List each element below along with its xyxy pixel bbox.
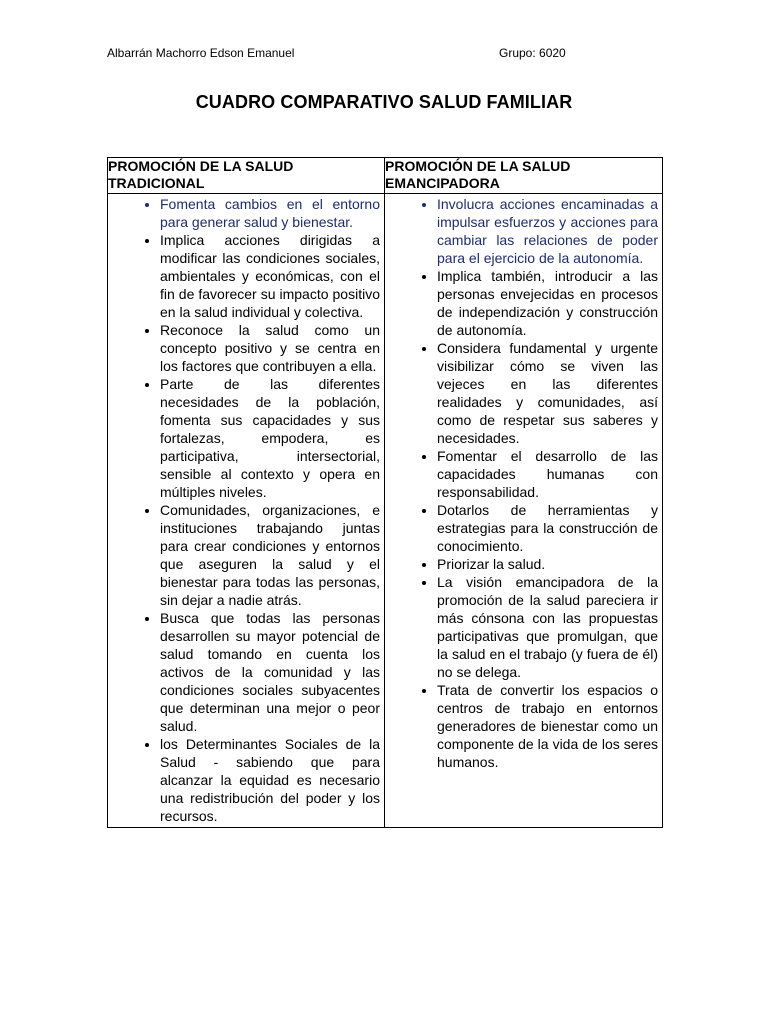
table-header-row [108,158,663,194]
comparison-table [107,157,663,828]
list-item: • Parte de las diferentes necesidades de la población, fomenta sus capacidades y sus fortalezas, empodera, es participativa, intersectorial, sensible al contexto y opera en múltiples niveles. [160,375,380,501]
traditional-cell [108,194,385,828]
list-item: • los Determinantes Sociales de la Salud - sabiendo que para alcanzar la equidad es necesario una redistribución del poder y los recursos. [160,735,380,825]
emancipatory-cell [385,194,663,828]
column-header-traditional: PROMOCIÓN DE LA SALUD TRADICIONAL [108,158,385,194]
table-body-row [108,194,663,828]
list-item: • Fomentar el desarrollo de las capacidades humanas con responsabilidad. [437,447,658,501]
list-item: • Busca que todas las personas desarrollen su mayor potencial de salud tomando en cuenta los activos de la comunidad y las condiciones sociales subyacentes que determinan una mejor o peor salud. [160,609,380,735]
list-item: • Fomenta cambios en el entorno para generar salud y bienestar. [160,195,380,231]
list-item: • Comunidades, organizaciones, e instituciones trabajando juntas para crear condiciones y entornos que aseguren la salud y el bienestar para todas las personas, sin dejar a nadie atrás. [160,501,380,609]
column-header-emancipatory: PROMOCIÓN DE LA SALUD EMANCIPADORA [385,158,663,194]
list-item: • Trata de convertir los espacios o centros de trabajo en entornos generadores de bienestar como un componente de la vida de los seres humanos. [437,681,658,771]
list-item: • Involucra acciones encaminadas a impulsar esfuerzos y acciones para cambiar las relaciones de poder para el ejercicio de la autonomía. [437,195,658,267]
list-item: • La visión emancipadora de la promoción de la salud pareciera ir más cónsona con las propuestas participativas que promulgan, que la salud en el trabajo (y fuera de él) no se delega. [437,573,658,681]
list-item: • Implica también, introducir a las personas envejecidas en procesos de independización y construcción de autonomía. [437,267,658,339]
list-item: • Reconoce la salud como un concepto positivo y se centra en los factores que contribuyen a ella. [160,321,380,375]
emancipatory-list [385,194,662,773]
page-title: CUADRO COMPARATIVO SALUD FAMILIAR [195,92,573,112]
document-header [107,46,667,64]
list-item: • Priorizar la salud. [437,555,658,573]
group-number: Grupo: 6020 [499,46,566,60]
list-item: • Considera fundamental y urgente visibilizar cómo se viven las vejeces en las diferentes realidades y comunidades, así como de respetar sus saberes y necesidades. [437,339,658,447]
list-item: • Dotarlos de herramientas y estrategias para la construcción de conocimiento. [437,501,658,555]
list-item: • Implica acciones dirigidas a modificar las condiciones sociales, ambientales y económicas, con el fin de favorecer su impacto positivo en la salud individual y colectiva. [160,231,380,321]
author-name: Albarrán Machorro Edson Emanuel [107,46,295,60]
traditional-list [108,194,384,827]
